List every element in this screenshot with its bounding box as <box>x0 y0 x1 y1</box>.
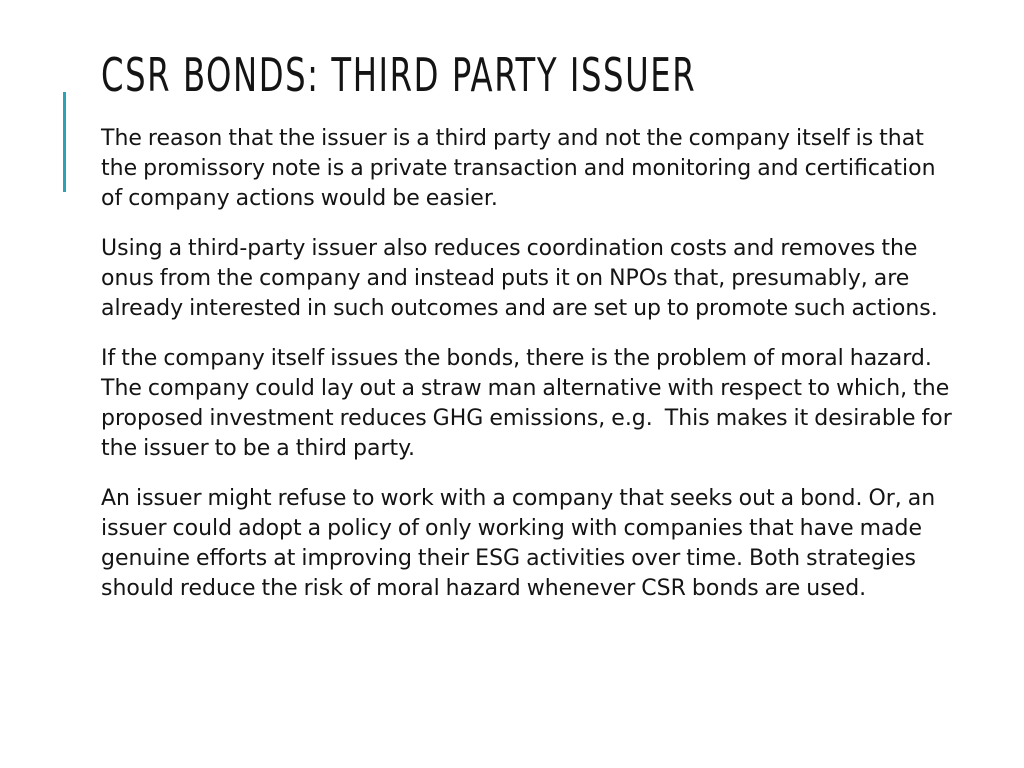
accent-bar <box>63 92 66 192</box>
paragraph-third-party-reason: The reason that the issuer is a third party and not the company itself is that the promissory note is a private transaction and monitoring and certification of company actions would be easier. <box>101 126 942 211</box>
paragraph-moral-hazard: If the company itself issues the bonds, there is the problem of moral hazard. The company could lay out a straw man alternative with respect to which, the proposed investment reduces GHG emissions, e.g. This makes it desirable for the issuer to be a third party. <box>101 346 958 461</box>
paragraph-issuer-policy: An issuer might refuse to work with a company that seeks out a bond. Or, an issuer could adopt a policy of only working with companies that have made genuine efforts at improving their ESG activities over time. Both strategies should reduce the risk of moral hazard whenever CSR bonds are used. <box>101 486 942 601</box>
slide-title: CSR BONDS: THIRD PARTY ISSUER <box>101 48 697 102</box>
slide-body <box>101 124 961 624</box>
paragraph-coordination-costs: Using a third-party issuer also reduces coordination costs and removes the onus from the company and instead puts it on NPOs that, presumably, are already interested in such outcomes and are set up to promote such actions. <box>101 236 938 321</box>
